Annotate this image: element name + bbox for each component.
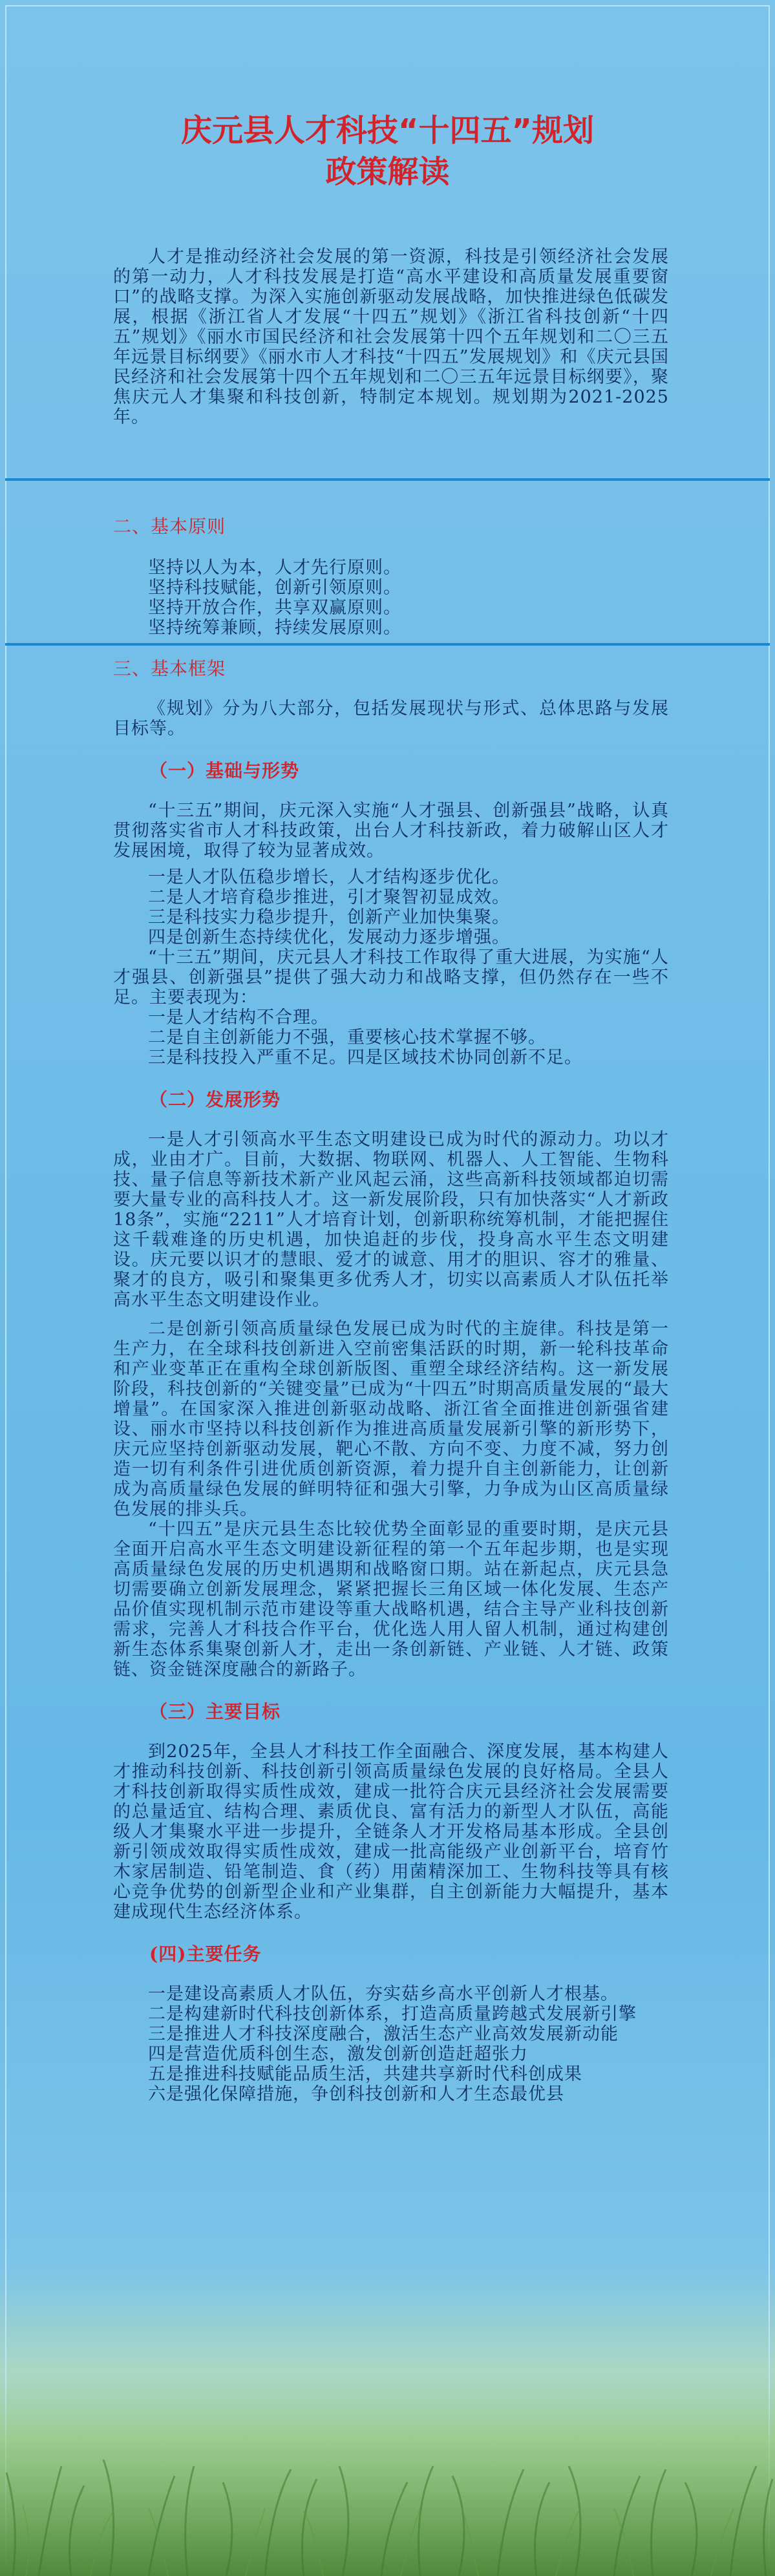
page-subtitle: 政策解读 — [325, 154, 450, 190]
goals-paragraph: 到2025年，全县人才科技工作全面融合、深度发展，基本构建人才推动科技创新、科技创新引领高质量绿色发展的良好格局。全县人才科技创新取得实质性成效，建成一批符合庆元县经济社会发展需要的总量适宜、结构合理、素质优良、富有活力的新型人才队伍，高能级人才集聚水平进一步提升，全链条人才开发格局基本形成。全县创新引领成效取得实质性成效，建成一批高能级产业创新平台，培育竹木家居制造、铅笔制造、食（药）用菌精深加工、生物科技等具有核心竞争优势的创新型企业和产业集群，自主创新能力大幅提升，基本建成现代生态经济体系。 — [113, 1742, 669, 1922]
task-item: 一是建设高素质人才队伍，夯实菇乡高水平创新人才根基。 — [148, 1984, 619, 2004]
achievement-item: 三是科技实力稳步提升，创新产业加快集聚。 — [148, 907, 510, 927]
basis-heading: （一）基础与形势 — [149, 760, 300, 781]
principle-item: 坚持科技赋能，创新引领原则。 — [148, 578, 401, 598]
grass-decoration — [0, 2363, 775, 2576]
intro-paragraph: 人才是推动经济社会发展的第一资源，科技是引领经济社会发展的第一动力，人才科技发展是打造“高水平建设和高质量发展重要窗口”的战略支撑。为深入实施创新驱动发展战略，加快推进绿色低碳发展，根据《浙江省人才发展“十四五”规划》《浙江省科技创新“十四五”规划》《丽水市国民经济和社会发展第十四个五年规划和二〇三五年远景目标纲要》《丽水市人才科技“十四五”发展规划》和《庆元县国民经济和社会发展第十四个五年规划和二〇三五年远景目标纲要》，聚焦庆元人才集聚和科技创新，特制定本规划。规划期为2021-2025年。 — [113, 247, 669, 427]
page-title: 庆元县人才科技“十四五”规划 — [180, 112, 595, 149]
task-item: 四是营造优质科创生态，激发创新创造赶超张力 — [148, 2044, 528, 2064]
principles-section — [113, 512, 669, 638]
title-block — [0, 110, 775, 193]
task-item: 五是推进科技赋能品质生活，共建共享新时代科创成果 — [148, 2064, 582, 2084]
framework-heading: 三、基本框架 — [113, 658, 226, 679]
framework-intro: 《规划》分为八大部分，包括发展现状与形式、总体思路与发展目标等。 — [113, 699, 669, 739]
issue-item: 二是自主创新能力不强，重要核心技术掌握不够。 — [148, 1028, 546, 1048]
tasks-heading: (四)主要任务 — [149, 1943, 262, 1965]
achievement-item: 四是创新生态持续优化，发展动力逐步增强。 — [148, 927, 510, 947]
framework-section — [113, 655, 669, 2104]
task-item: 六是强化保障措施，争创科技创新和人才生态最优县 — [148, 2084, 564, 2104]
principles-heading: 二、基本原则 — [113, 516, 226, 537]
goals-heading: （三）主要目标 — [149, 1701, 281, 1722]
intro-section — [113, 247, 669, 427]
task-item: 三是推进人才科技深度融合，激活生态产业高效发展新动能 — [148, 2024, 619, 2044]
achievement-item: 二是人才培育稳步推进，引才聚智初显成效。 — [148, 887, 510, 907]
situation-heading: （二）发展形势 — [149, 1089, 281, 1110]
principle-item: 坚持以人为本，人才先行原则。 — [148, 558, 401, 578]
principle-item: 坚持开放合作，共享双赢原则。 — [148, 598, 401, 618]
situation-paragraph: “十四五”是庆元县生态比较优势全面彰显的重要时期，是庆元县全面开启高水平生态文明建设新征程的第一个五年起步期，也是实现高质量绿色发展的历史机遇期和战略窗口期。站在新起点，庆元县急切需要确立创新发展理念，紧紧把握长三角区域一体化发展、生态产品价值实现机制示范市建设等重大战略机遇，结合主导产业科技创新需求，完善人才科技合作平台，优化选人用人留人机制，通过构建创新生态体系集聚创新人才，走出一条创新链、产业链、人才链、政策链、资金链深度融合的新路子。 — [113, 1519, 669, 1680]
task-item: 二是构建新时代科技创新体系，打造高质量跨越式发展新引擎 — [148, 2004, 637, 2024]
basis-paragraph-2: “十三五”期间，庆元县人才科技工作取得了重大进展，为实施“人才强县、创新强县”提供了强大动力和战略支撑，但仍然存在一些不足。主要表现为： — [113, 947, 669, 1008]
issue-item: 三是科技投入严重不足。四是区域技术协同创新不足。 — [148, 1048, 582, 1068]
section-divider-top — [5, 478, 770, 481]
situation-paragraph: 二是创新引领高质量绿色发展已成为时代的主旋律。科技是第一生产力，在全球科技创新进入空前密集活跃的时期，新一轮科技革命和产业变革正在重构全球创新版图、重塑全球经济结构。这一新发展阶段，科技创新的“关键变量”已成为“十四五”时期高质量发展的“最大增量”。在国家深入推进创新驱动战略、浙江省全面推进创新强省建设、丽水市坚持以科技创新作为推进高质量发展新引擎的新形势下，庆元应坚持创新驱动发展，靶心不散、方向不变、力度不减，努力创造一切有利条件引进优质创新资源，着力提升自主创新能力，让创新成为高质量绿色发展的鲜明特征和强大引擎，力争成为山区高质量绿色发展的排头兵。 — [113, 1319, 669, 1519]
basis-paragraph: “十三五”期间，庆元深入实施“人才强县、创新强县”战略，认真贯彻落实省市人才科技政策，出台人才科技新政，着力破解山区人才发展困境，取得了较为显著成效。 — [113, 801, 669, 861]
section-divider-bottom — [5, 643, 770, 646]
situation-paragraph: 一是人才引领高水平生态文明建设已成为时代的源动力。功以才成，业由才广。目前，大数据、物联网、机器人、人工智能、生物科技、量子信息等新技术新产业风起云涌，这些高新科技领域都迫切需要大量专业的高科技人才。这一新发展阶段，只有加快落实“人才新政18条”，实施“2211”人才培育计划，创新职称统筹机制，才能把握住这千载难逢的历史机遇，加快追赶的步伐，投身高水平生态文明建设。庆元要以识才的慧眼、爱才的诚意、用才的胆识、容才的雅量、聚才的良方，吸引和聚集更多优秀人才，切实以高素质人才队伍托举高水平生态文明建设作业。 — [113, 1130, 669, 1310]
achievement-item: 一是人才队伍稳步增长，人才结构逐步优化。 — [148, 867, 510, 887]
issue-item: 一是人才结构不合理。 — [148, 1008, 329, 1028]
principle-item: 坚持统筹兼顾，持续发展原则。 — [148, 618, 401, 638]
